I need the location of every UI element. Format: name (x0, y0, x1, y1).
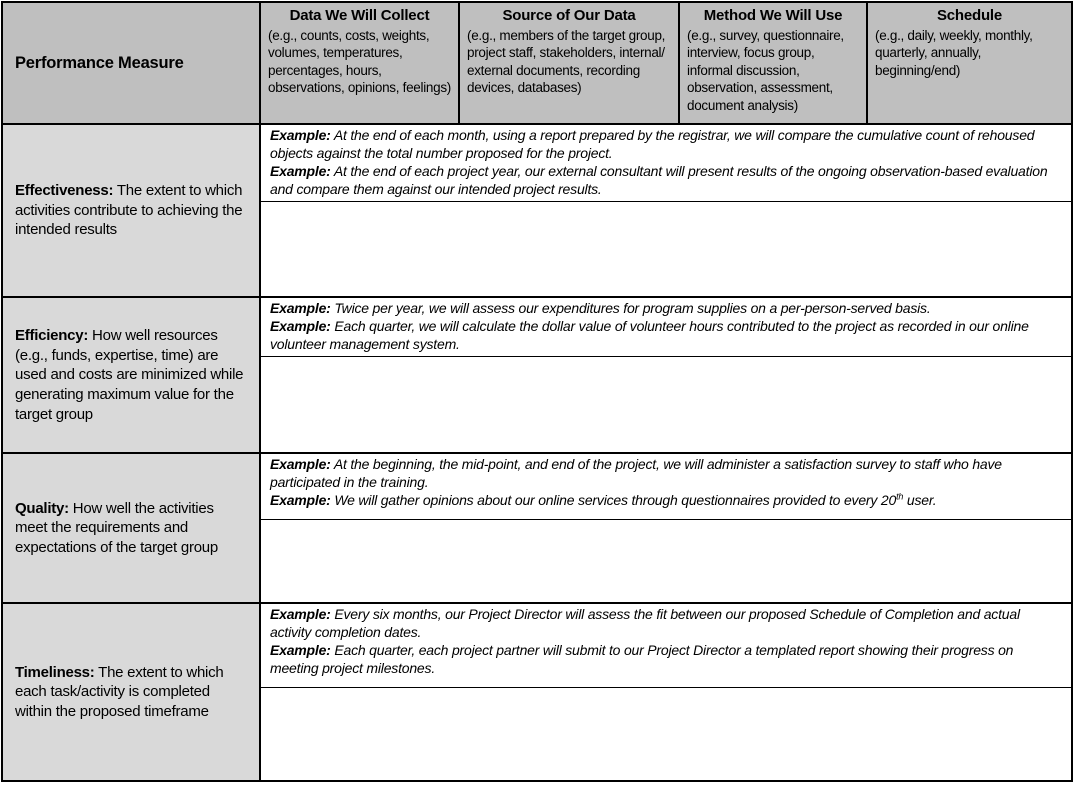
header-schedule (867, 2, 1072, 124)
example-label: Example: (270, 162, 331, 179)
row-efficiency (2, 297, 1072, 356)
example-label: Example: (270, 300, 331, 317)
example-label: Example: (270, 318, 331, 335)
header-desc: (e.g., counts, costs, weights, volumes, temperatures, percentages, hours, observations, opinions, feelings) (268, 27, 451, 96)
example-text: Each quarter, each project partner will submit to our Project Director a templated report showing their progress on meeting project milestones. (270, 642, 1014, 677)
measure-effectiveness (2, 124, 260, 297)
example-item (270, 606, 1063, 642)
measure-efficiency (2, 297, 260, 453)
example-item (270, 127, 1063, 163)
examples-quality (260, 453, 1072, 519)
entry-cell-efficiency[interactable] (260, 356, 1072, 453)
example-superscript: th (896, 491, 904, 502)
row-quality (2, 453, 1072, 519)
example-label: Example: (270, 127, 331, 143)
header-title: Method We Will Use (703, 7, 843, 24)
example-label: Example: (270, 606, 331, 623)
examples-timeliness (260, 603, 1072, 687)
example-item (270, 642, 1063, 678)
example-text: At the end of each month, using a report prepared by the registrar, we will compare the cumulative count of rehoused objects against the total number proposed for the project. (270, 127, 1035, 161)
example-label: Example: (270, 492, 331, 509)
example-item (270, 163, 1063, 199)
measure-quality (2, 453, 260, 603)
measure-definition: How well the activities meet the requirements and expectations of the target group (15, 499, 218, 557)
measure-timeliness (2, 603, 260, 781)
example-text: Twice per year, we will assess our expenditures for program supplies on a per-person-served basis. (330, 300, 931, 317)
example-text: At the beginning, the mid-point, and end of the project, we will administer a satisfaction survey to staff who have participated in the training. (270, 456, 1002, 491)
header-performance-measure (2, 2, 260, 124)
header-title: Schedule (936, 7, 1003, 24)
header-source-of-our-data (459, 2, 679, 124)
example-label: Example: (270, 456, 331, 473)
example-item (270, 300, 1063, 318)
entry-cell-quality[interactable] (260, 519, 1072, 603)
row-effectiveness (2, 124, 1072, 201)
example-text: At the end of each project year, our external consultant will present results of the ongoing observation-based evaluation and compare them against our intended project results. (270, 162, 1048, 197)
measure-definition: How well resources (e.g., funds, expertise, time) are used and costs are minimized while generating maximum value for the target group (15, 326, 244, 423)
example-item (270, 456, 1063, 492)
example-item (270, 492, 1063, 510)
header-desc: (e.g., daily, weekly, monthly, quarterly, annually, beginning/end) (875, 27, 1033, 78)
example-item (270, 318, 1063, 354)
measure-term: Effectiveness: (15, 181, 114, 199)
row-timeliness (2, 603, 1072, 687)
entry-cell-timeliness[interactable] (260, 687, 1072, 781)
header-data-we-will-collect (260, 2, 459, 124)
example-text: Each quarter, we will calculate the dollar value of volunteer hours contributed to the project as recorded in our online volunteer management system. (270, 318, 1029, 352)
header-desc: (e.g., members of the target group, project staff, stakeholders, internal/ external documents, recording devices, databases) (467, 27, 666, 96)
example-text-tail: user. (903, 492, 937, 509)
header-method-we-will-use (679, 2, 867, 124)
example-label: Example: (270, 642, 331, 659)
header-row (2, 2, 1072, 124)
header-performance-measure-label: Performance Measure (15, 53, 184, 72)
examples-efficiency (260, 297, 1072, 356)
measure-term: Quality: (15, 499, 69, 517)
header-title: Source of Our Data (502, 7, 636, 24)
measure-term: Timeliness: (15, 663, 95, 681)
performance-measure-table (1, 1, 1073, 782)
measure-definition: The extent to which activities contribute to achieving the intended results (15, 181, 243, 239)
example-text: We will gather opinions about our online services through questionnaires provided to every 20 (330, 492, 897, 509)
measure-term: Efficiency: (15, 326, 89, 344)
example-text: Every six months, our Project Director will assess the fit between our proposed Schedule of Completion and actual activity completion dates. (270, 606, 1020, 641)
header-title: Data We Will Collect (289, 7, 430, 24)
header-desc: (e.g., survey, questionnaire, interview, focus group, informal discussion, observation, assessment, document analysis) (687, 27, 844, 113)
measure-definition: The extent to which each task/activity is completed within the proposed timeframe (15, 663, 224, 721)
examples-effectiveness (260, 124, 1072, 201)
entry-cell-effectiveness[interactable] (260, 201, 1072, 297)
